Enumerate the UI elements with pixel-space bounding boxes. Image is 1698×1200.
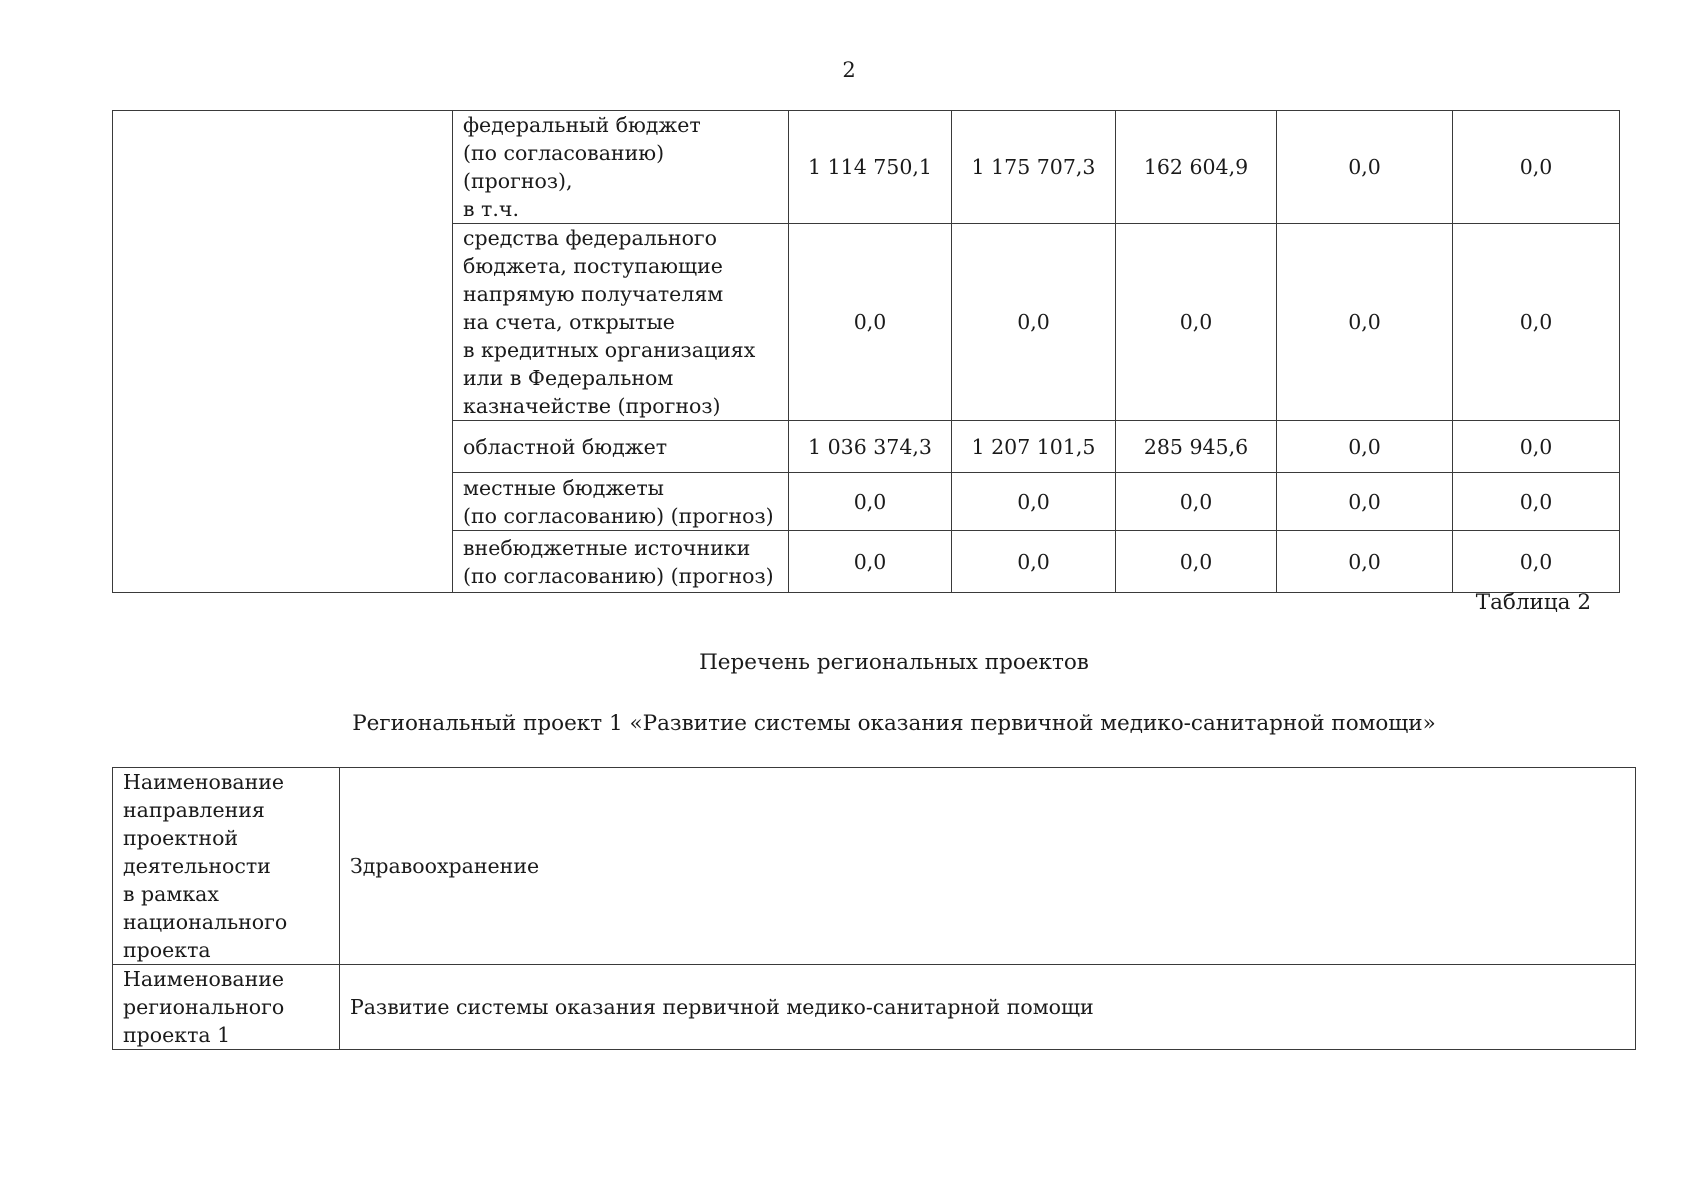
cell-value: 0,0 (1277, 111, 1453, 224)
cell-value: 0,0 (952, 531, 1116, 593)
cell-value: 0,0 (952, 473, 1116, 531)
blank-cell (113, 111, 453, 593)
cell-value: 0,0 (789, 531, 952, 593)
section-title: Перечень региональных проектов (699, 650, 1089, 675)
cell-value: 0,0 (789, 224, 952, 421)
project-table (112, 767, 1636, 1050)
cell-value: 0,0 (1116, 531, 1277, 593)
row-label: Наименование направления проектной деятельности в рамках национального проекта (113, 768, 340, 965)
row-label: Наименование регионального проекта 1 (113, 965, 340, 1050)
cell-value: 1 114 750,1 (789, 111, 952, 224)
row-label: местные бюджеты (по согласованию) (прогноз) (453, 473, 789, 531)
table-row (113, 965, 1636, 1050)
cell-value: 0,0 (1453, 111, 1620, 224)
cell-value: 0,0 (1116, 224, 1277, 421)
row-label: федеральный бюджет (по согласованию) (прогноз), в т.ч. (453, 111, 789, 224)
table-caption: Таблица 2 (1475, 590, 1591, 615)
budget-table (112, 110, 1620, 593)
cell-value: 285 945,6 (1116, 421, 1277, 473)
cell-value: 0,0 (1277, 421, 1453, 473)
table-row (113, 111, 1620, 224)
cell-value: 0,0 (1277, 473, 1453, 531)
page-number: 2 (842, 58, 856, 82)
cell-value: 0,0 (952, 224, 1116, 421)
cell-value: 0,0 (1453, 224, 1620, 421)
cell-value: 0,0 (1453, 531, 1620, 593)
row-label: внебюджетные источники (по согласованию) (прогноз) (453, 531, 789, 593)
cell-value: 0,0 (1277, 224, 1453, 421)
project-title: Региональный проект 1 «Развитие системы оказания первичной медико-санитарной помощи» (352, 711, 1436, 736)
cell-value: 162 604,9 (1116, 111, 1277, 224)
table-row (113, 768, 1636, 965)
cell-value: 1 175 707,3 (952, 111, 1116, 224)
cell-value: 1 207 101,5 (952, 421, 1116, 473)
row-value: Здравоохранение (340, 768, 1636, 965)
cell-value: 0,0 (1453, 473, 1620, 531)
cell-value: 0,0 (1453, 421, 1620, 473)
cell-value: 0,0 (1116, 473, 1277, 531)
cell-value: 1 036 374,3 (789, 421, 952, 473)
cell-value: 0,0 (1277, 531, 1453, 593)
cell-value: 0,0 (789, 473, 952, 531)
row-label: областной бюджет (453, 421, 789, 473)
row-label: средства федерального бюджета, поступающие напрямую получателям на счета, открытые в кредитных организациях или в Федеральном казначействе (прогноз) (453, 224, 789, 421)
row-value: Развитие системы оказания первичной медико-санитарной помощи (340, 965, 1636, 1050)
